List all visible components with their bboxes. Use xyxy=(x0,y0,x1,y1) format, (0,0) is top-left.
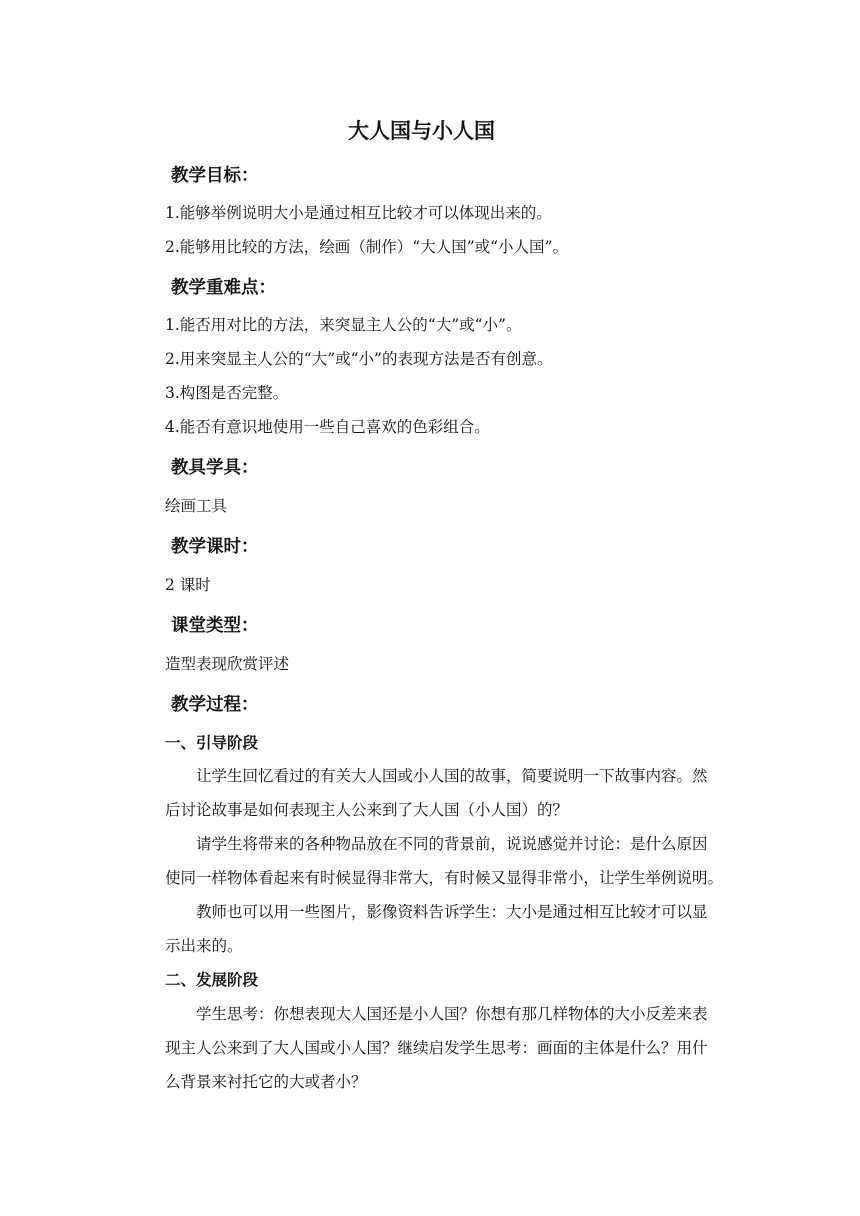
heading-key-points: 教学重难点： xyxy=(171,278,276,298)
stage2-line: 现主人公来到了大人国或小人国？继续启发学生思考：画面的主体是什么？用什 xyxy=(165,1039,708,1057)
stage1-line: 让学生回忆看过的有关大人国或小人国的故事，简要说明一下故事内容。然 xyxy=(196,767,708,785)
heading-class-type: 课堂类型： xyxy=(171,616,259,636)
stage2-line: 学生思考：你想表现大人国还是小人国？你想有那几样物体的大小反差来表 xyxy=(196,1005,708,1023)
key-point-item: 4.能否有意识地使用一些自己喜欢的色彩组合。 xyxy=(165,418,490,436)
heading-tools: 教具学具： xyxy=(171,458,259,478)
tools-text: 绘画工具 xyxy=(165,497,228,515)
stage1-line: 使同一样物体看起来有时候显得非常大，有时候又显得非常小，让学生举例说明。 xyxy=(165,869,724,887)
key-point-item: 1.能否用对比的方法，来突显主人公的“大”或“小”。 xyxy=(165,316,522,334)
stage2-line: 么背景来衬托它的大或者小？ xyxy=(165,1073,367,1091)
page-title: 大人国与小人国 xyxy=(348,119,495,143)
key-point-item: 3.构图是否完整。 xyxy=(165,384,289,402)
class-type-text: 造型表现欣赏评述 xyxy=(165,655,290,673)
goal-item: 1.能够举例说明大小是通过相互比较才可以体现出来的。 xyxy=(165,204,552,222)
stage1-line: 请学生将带来的各种物品放在不同的背景前，说说感觉并讨论：是什么原因 xyxy=(196,835,708,853)
heading-hours: 教学课时： xyxy=(171,537,259,557)
stage1-line: 后讨论故事是如何表现主人公来到了大人国（小人国）的？ xyxy=(165,801,569,819)
goal-item: 2.能够用比较的方法，绘画（制作）“大人国”或“小人国”。 xyxy=(165,238,568,256)
hours-text: 2 课时 xyxy=(165,576,211,594)
stage1-heading: 一、引导阶段 xyxy=(165,734,259,752)
key-point-item: 2.用来突显主人公的“大”或“小”的表现方法是否有创意。 xyxy=(165,350,553,368)
stage2-heading: 二、发展阶段 xyxy=(165,971,259,989)
stage1-line: 示出来的。 xyxy=(165,937,243,955)
heading-process: 教学过程： xyxy=(171,695,259,715)
heading-goals: 教学目标： xyxy=(171,166,259,186)
stage1-line: 教师也可以用一些图片，影像资料告诉学生：大小是通过相互比较才可以显 xyxy=(196,903,708,921)
